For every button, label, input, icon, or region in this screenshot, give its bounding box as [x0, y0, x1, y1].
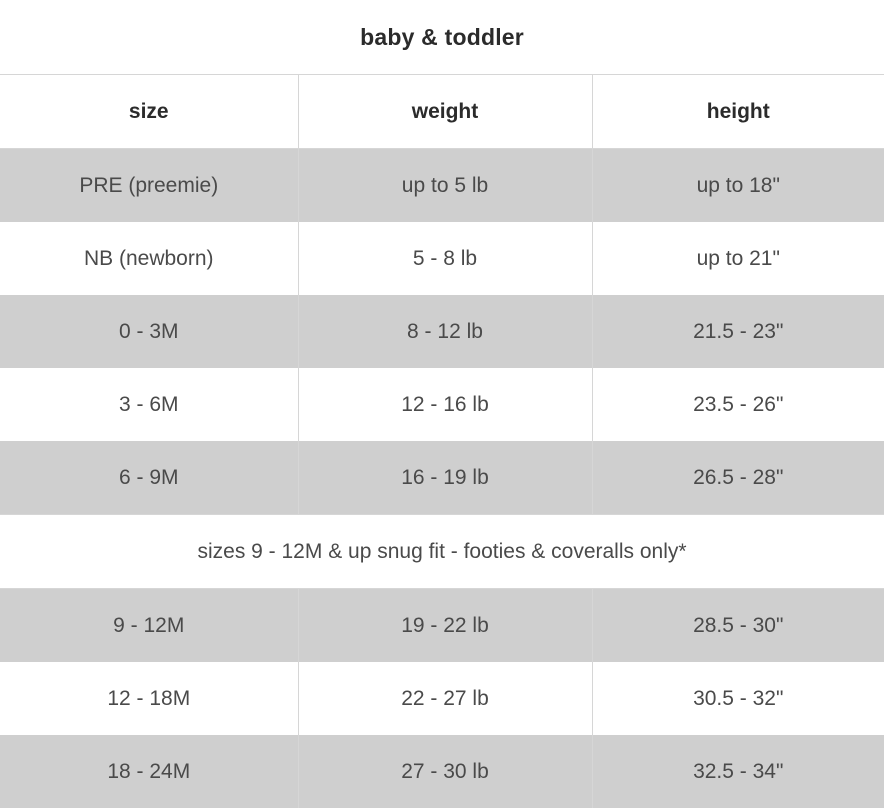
cell-height: 30.5 - 32" [592, 662, 884, 735]
cell-size: 12 - 18M [0, 662, 298, 735]
table-title-row [0, 0, 884, 75]
column-header-size: size [0, 75, 298, 149]
snug-fit-note: sizes 9 - 12M & up snug fit - footies & coveralls only* [0, 515, 884, 589]
column-header-weight: weight [298, 75, 592, 149]
cell-size: 6 - 9M [0, 441, 298, 515]
cell-size: 18 - 24M [0, 735, 298, 808]
cell-size: NB (newborn) [0, 222, 298, 295]
cell-height: 32.5 - 34" [592, 735, 884, 808]
table-note-row [0, 515, 884, 589]
cell-weight: 22 - 27 lb [298, 662, 592, 735]
table-row [0, 589, 884, 663]
cell-height: 26.5 - 28" [592, 441, 884, 515]
cell-weight: 5 - 8 lb [298, 222, 592, 295]
cell-weight: 19 - 22 lb [298, 589, 592, 663]
cell-weight: 12 - 16 lb [298, 368, 592, 441]
table-row [0, 441, 884, 515]
table-row [0, 295, 884, 368]
cell-height: 21.5 - 23" [592, 295, 884, 368]
table-row [0, 368, 884, 441]
table-row [0, 735, 884, 808]
cell-size: PRE (preemie) [0, 149, 298, 223]
cell-height: 28.5 - 30" [592, 589, 884, 663]
cell-size: 0 - 3M [0, 295, 298, 368]
cell-size: 9 - 12M [0, 589, 298, 663]
table-title: baby & toddler [0, 0, 884, 75]
table-row [0, 662, 884, 735]
cell-weight: 8 - 12 lb [298, 295, 592, 368]
table-row [0, 222, 884, 295]
table-row [0, 149, 884, 223]
cell-height: up to 18" [592, 149, 884, 223]
cell-weight: 27 - 30 lb [298, 735, 592, 808]
table-header-row [0, 75, 884, 149]
cell-height: up to 21" [592, 222, 884, 295]
column-header-height: height [592, 75, 884, 149]
cell-weight: 16 - 19 lb [298, 441, 592, 515]
cell-size: 3 - 6M [0, 368, 298, 441]
cell-weight: up to 5 lb [298, 149, 592, 223]
cell-height: 23.5 - 26" [592, 368, 884, 441]
